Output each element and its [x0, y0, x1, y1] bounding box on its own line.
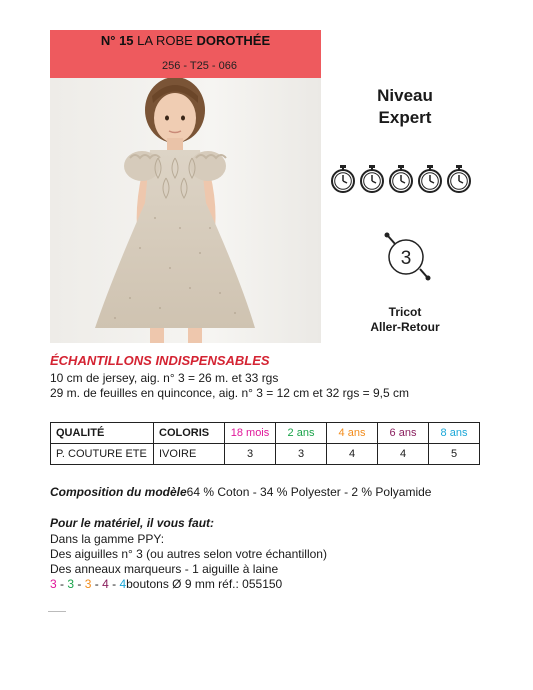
knitting-needle-icon	[382, 230, 432, 289]
material-line: Des aiguilles n° 3 (ou autres selon votre échantillon)	[50, 547, 327, 561]
button-count: 3	[67, 577, 75, 591]
header-size: 8 ans	[429, 423, 480, 444]
technique-line2: Aller-Retour	[370, 320, 440, 334]
samples-heading: ÉCHANTILLONS INDISPENSABLES	[50, 353, 270, 368]
pattern-title	[50, 33, 321, 48]
materials-heading: Pour le matériel, il vous faut:	[50, 516, 215, 530]
pattern-reference: 256 - T25 - 066	[161, 60, 237, 72]
table-header-row	[51, 423, 480, 444]
composition-value: 64 % Coton - 34 % Polyester - 2 % Polyamide	[186, 485, 432, 499]
material-line: Des anneaux marqueurs - 1 aiguille à laine	[50, 562, 279, 576]
buttons-line: 3 - 3 - 3 - 4 - 4boutons Ø 9 mm réf.: 055150	[50, 577, 283, 591]
technique-line1: Tricot	[388, 305, 422, 319]
pattern-name-prefix: LA ROBE	[137, 33, 193, 48]
sample-line: 29 m. de feuilles en quinconce, aig. n° 3 = 12 cm et 32 rgs = 9,5 cm	[50, 386, 410, 400]
material-line: Dans la gamme PPY:	[50, 532, 165, 546]
stopwatch-icon	[359, 164, 385, 194]
header-quality: QUALITÉ	[51, 423, 154, 444]
stopwatch-icon	[388, 164, 414, 194]
level-title	[345, 85, 465, 129]
cell-quantity: 4	[327, 444, 378, 465]
model-photo	[50, 78, 321, 343]
difficulty-rating	[330, 164, 472, 194]
needle-size: 3	[400, 248, 412, 269]
header-size: 18 mois	[225, 423, 276, 444]
header-size: 2 ans	[276, 423, 327, 444]
button-count: 4	[102, 577, 109, 591]
pattern-name: DOROTHÉE	[196, 33, 271, 48]
level-value: Expert	[378, 108, 432, 127]
cell-color: IVOIRE	[154, 444, 225, 465]
stopwatch-icon	[446, 164, 472, 194]
header-size: 4 ans	[327, 423, 378, 444]
technique	[360, 305, 450, 335]
button-count: 3	[84, 577, 92, 591]
cell-quantity: 5	[429, 444, 480, 465]
sample-line: 10 cm de jersey, aig. n° 3 = 26 m. et 33 rgs	[50, 371, 279, 385]
cell-quality: P. COUTURE ETE	[51, 444, 154, 465]
composition-label: Composition du modèle	[50, 485, 187, 499]
level-label: Niveau	[377, 86, 433, 105]
table-row	[51, 444, 480, 465]
pattern-number: N° 15	[100, 33, 134, 48]
cell-quantity: 3	[276, 444, 327, 465]
buttons-text: boutons Ø 9 mm réf.: 055150	[126, 577, 283, 591]
button-count: 4	[119, 577, 127, 591]
composition	[50, 485, 431, 499]
cell-quantity: 4	[378, 444, 429, 465]
cell-quantity: 3	[225, 444, 276, 465]
divider	[48, 611, 66, 612]
yarn-table	[50, 422, 480, 465]
stopwatch-icon	[330, 164, 356, 194]
header-color: COLORIS	[154, 423, 225, 444]
header-banner	[50, 30, 321, 78]
button-count: 3	[50, 577, 57, 591]
header-size: 6 ans	[378, 423, 429, 444]
stopwatch-icon	[417, 164, 443, 194]
